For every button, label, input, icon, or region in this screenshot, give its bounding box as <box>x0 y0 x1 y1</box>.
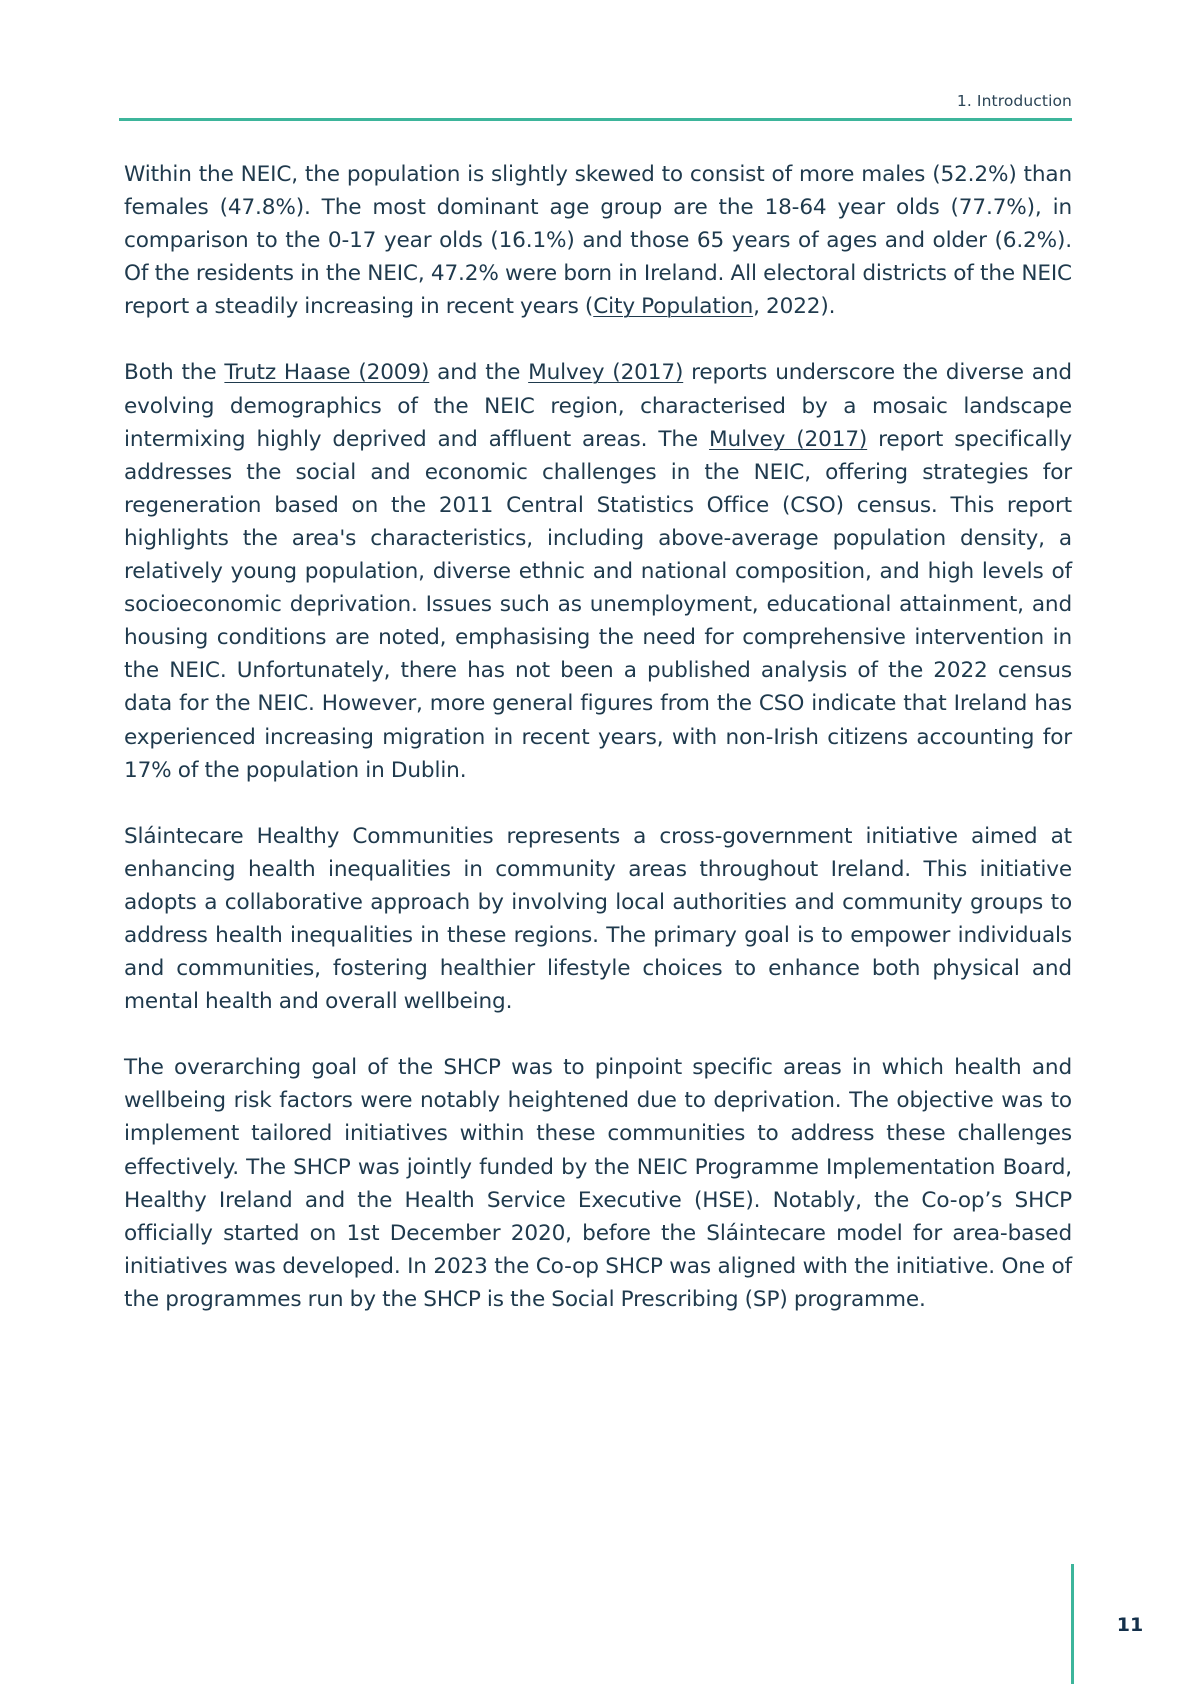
header-divider <box>119 118 1072 121</box>
paragraph-shcp-goal <box>124 1051 1072 1316</box>
page-header <box>119 88 1072 124</box>
link-mulvey-2017-second[interactable]: Mulvey (2017) <box>709 426 868 452</box>
link-trutz-haase-2009[interactable]: Trutz Haase (2009) <box>224 360 430 386</box>
paragraph-text: The overarching goal of the SHCP was to pinpoint specific areas in which health and wellbeing risk factors were notably heightened due to deprivation. The objective was to implement tailored initiatives within these communities to address these challenges effectively. The SHCP was jointly funded by the NEIC Programme Implementation Board, Healthy Ireland and the Health Service Executive (HSE). Notably, the Co-op’s SHCP officially started on 1st December 2020, before the Sláintecare model for area-based initiatives was developed. In 2023 the Co-op SHCP was aligned with the initiative. One of the programmes run by the SHCP is the Social Prescribing (SP) programme. <box>124 1055 1072 1312</box>
paragraph-text: , 2022). <box>753 294 836 320</box>
paragraph-text: report specifically addresses the social and economic challenges in the NEIC, offering strategies for regeneration based on the 2011 Central Statistics Office (CSO) census. This report highlights the area's characteristics, including above-average population density, a relatively young population, diverse ethnic and national composition, and high levels of socioeconomic deprivation. Issues such as unemployment, educational attainment, and housing conditions are noted, emphasising the need for comprehensive intervention in the NEIC. Unfortunately, there has not been a published analysis of the 2022 census data for the NEIC. However, more general figures from the CSO indicate that Ireland has experienced increasing migration in recent years, with non-Irish citizens accounting for 17% of the population in Dublin. <box>124 426 1072 783</box>
paragraph-slaintecare <box>124 820 1072 1019</box>
page-number: 11 <box>1116 1614 1144 1636</box>
link-city-population[interactable]: City Population <box>593 294 754 320</box>
paragraph-text: and the <box>429 360 529 386</box>
paragraph-text: Sláintecare Healthy Communities represents a cross-government initiative aimed at enhancing health inequalities in community areas throughout Ireland. This initiative adopts a collaborative approach by involving local authorities and community groups to address health inequalities in these regions. The primary goal is to empower individuals and communities, fostering healthier lifestyle choices to enhance both physical and mental health and overall wellbeing. <box>124 823 1072 1015</box>
paragraph-reports <box>124 356 1072 786</box>
footer-divider <box>1071 1564 1074 1684</box>
paragraph-text: Within the NEIC, the population is slightly skewed to consist of more males (52.2%) than females (47.8%). The most dominant age group are the 18-64 year olds (77.7%), in comparison to the 0-17 year olds (16.1%) and those 65 years of ages and older (6.2%). Of the residents in the NEIC, 47.2% were born in Ireland. All electoral districts of the NEIC report a steadily increasing in recent years ( <box>124 162 1072 320</box>
paragraph-demographics <box>124 158 1072 323</box>
body-content <box>124 158 1072 1349</box>
paragraph-text: Both the <box>124 360 225 386</box>
paragraph-text: reports underscore the diverse and evolving demographics of the NEIC region, characterised by a mosaic landscape intermixing highly deprived and affluent areas. The <box>124 360 1072 452</box>
section-title: 1. Introduction <box>956 92 1072 110</box>
link-mulvey-2017[interactable]: Mulvey (2017) <box>528 360 684 386</box>
